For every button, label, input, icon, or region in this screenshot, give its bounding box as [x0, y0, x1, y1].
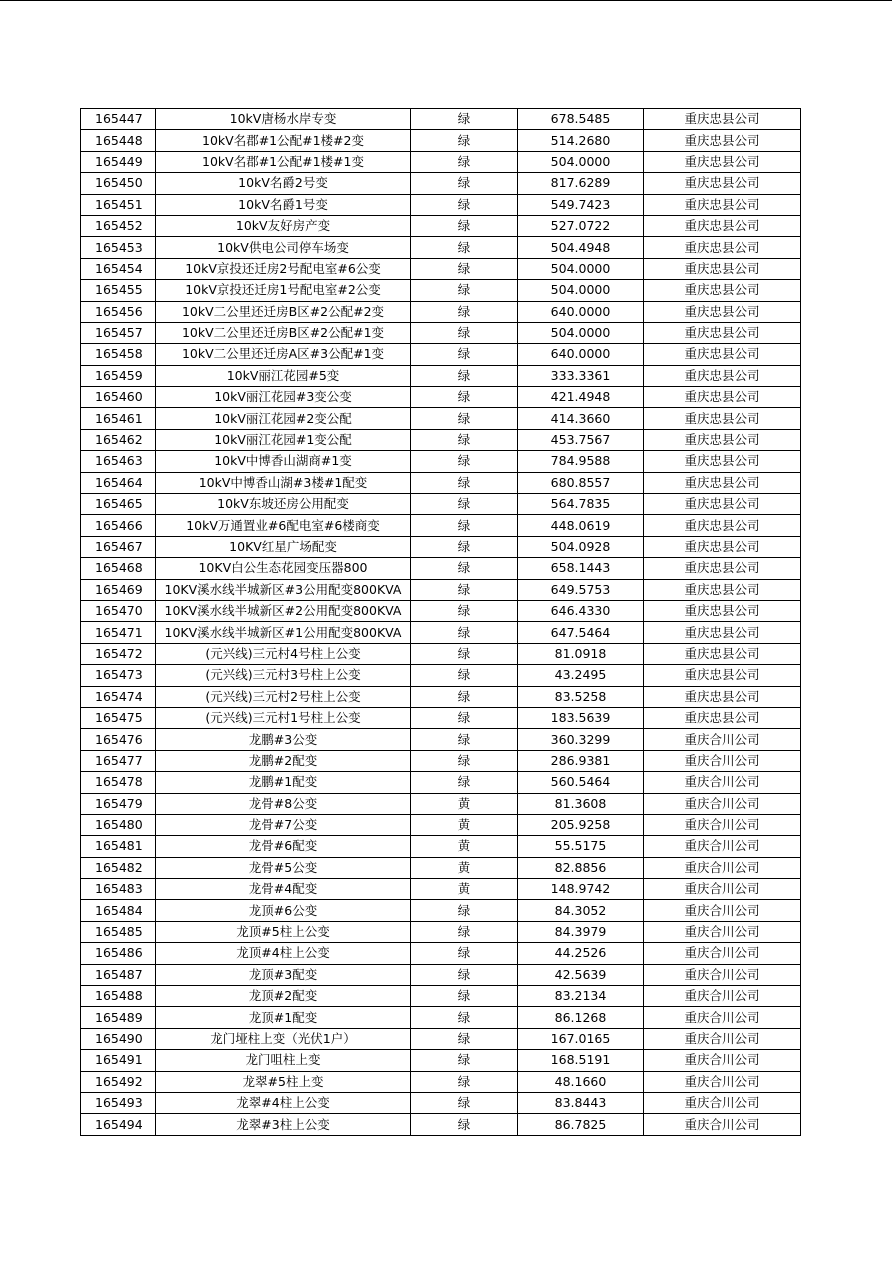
cell-value: 183.5639: [518, 707, 644, 728]
table-row: [81, 429, 801, 450]
cell-status-color: 绿: [411, 173, 518, 194]
cell-company: 重庆合川公司: [644, 879, 801, 900]
cell-value: 504.0000: [518, 322, 644, 343]
table-row: [81, 579, 801, 600]
cell-value: 658.1443: [518, 558, 644, 579]
cell-company: 重庆忠县公司: [644, 237, 801, 258]
cell-status-color: 黄: [411, 857, 518, 878]
cell-transformer-name: 龙骨#4配变: [156, 879, 411, 900]
table-row: [81, 643, 801, 664]
cell-id: 165471: [81, 622, 156, 643]
cell-id: 165490: [81, 1028, 156, 1049]
cell-status-color: 绿: [411, 472, 518, 493]
cell-status-color: 绿: [411, 1007, 518, 1028]
cell-status-color: 黄: [411, 793, 518, 814]
cell-status-color: 绿: [411, 986, 518, 1007]
table-row: [81, 750, 801, 771]
cell-value: 504.0000: [518, 280, 644, 301]
table-row: [81, 451, 801, 472]
table-row: [81, 1007, 801, 1028]
cell-transformer-name: 10kV友好房产变: [156, 215, 411, 236]
cell-status-color: 黄: [411, 836, 518, 857]
cell-value: 549.7423: [518, 194, 644, 215]
cell-id: 165488: [81, 986, 156, 1007]
cell-status-color: 绿: [411, 194, 518, 215]
cell-company: 重庆合川公司: [644, 900, 801, 921]
cell-transformer-name: 10KV溪水线半城新区#1公用配变800KVA: [156, 622, 411, 643]
cell-id: 165493: [81, 1092, 156, 1113]
cell-transformer-name: 龙顶#1配变: [156, 1007, 411, 1028]
cell-value: 646.4330: [518, 600, 644, 621]
cell-value: 640.0000: [518, 344, 644, 365]
cell-transformer-name: 龙鹏#3公变: [156, 729, 411, 750]
cell-company: 重庆忠县公司: [644, 130, 801, 151]
cell-status-color: 绿: [411, 600, 518, 621]
cell-value: 564.7835: [518, 494, 644, 515]
cell-transformer-name: 10kV名爵1号变: [156, 194, 411, 215]
cell-value: 42.5639: [518, 964, 644, 985]
cell-company: 重庆合川公司: [644, 1092, 801, 1113]
table-row: [81, 943, 801, 964]
table-row: [81, 472, 801, 493]
cell-value: 286.9381: [518, 750, 644, 771]
cell-transformer-name: 龙骨#8公变: [156, 793, 411, 814]
cell-company: 重庆忠县公司: [644, 665, 801, 686]
cell-status-color: 绿: [411, 686, 518, 707]
cell-id: 165459: [81, 365, 156, 386]
cell-value: 421.4948: [518, 387, 644, 408]
table-row: [81, 879, 801, 900]
table-body: [81, 109, 801, 1136]
cell-value: 84.3052: [518, 900, 644, 921]
cell-status-color: 绿: [411, 301, 518, 322]
cell-company: 重庆合川公司: [644, 921, 801, 942]
cell-status-color: 绿: [411, 1071, 518, 1092]
table-row: [81, 622, 801, 643]
cell-value: 86.7825: [518, 1114, 644, 1135]
cell-value: 453.7567: [518, 429, 644, 450]
cell-transformer-name: 10kV供电公司停车场变: [156, 237, 411, 258]
cell-id: 165465: [81, 494, 156, 515]
cell-transformer-name: 10kV二公里还迁房B区#2公配#1变: [156, 322, 411, 343]
table-row: [81, 665, 801, 686]
cell-company: 重庆忠县公司: [644, 579, 801, 600]
cell-value: 83.2134: [518, 986, 644, 1007]
table-row: [81, 515, 801, 536]
cell-status-color: 绿: [411, 921, 518, 942]
cell-id: 165466: [81, 515, 156, 536]
cell-value: 784.9588: [518, 451, 644, 472]
cell-company: 重庆忠县公司: [644, 451, 801, 472]
cell-value: 504.4948: [518, 237, 644, 258]
cell-company: 重庆合川公司: [644, 814, 801, 835]
table-row: [81, 387, 801, 408]
cell-transformer-name: (元兴线)三元村1号柱上公变: [156, 707, 411, 728]
cell-transformer-name: 10kV中博香山湖#3楼#1配变: [156, 472, 411, 493]
cell-company: 重庆忠县公司: [644, 173, 801, 194]
cell-transformer-name: 10KV溪水线半城新区#3公用配变800KVA: [156, 579, 411, 600]
cell-id: 165449: [81, 151, 156, 172]
table-row: [81, 151, 801, 172]
cell-transformer-name: 10kV京投还迁房1号配电室#2公变: [156, 280, 411, 301]
cell-transformer-name: 10kV二公里还迁房B区#2公配#2变: [156, 301, 411, 322]
table-row: [81, 814, 801, 835]
table-row: [81, 408, 801, 429]
cell-id: 165453: [81, 237, 156, 258]
cell-id: 165492: [81, 1071, 156, 1092]
cell-status-color: 绿: [411, 494, 518, 515]
cell-company: 重庆合川公司: [644, 986, 801, 1007]
cell-company: 重庆忠县公司: [644, 258, 801, 279]
cell-value: 168.5191: [518, 1050, 644, 1071]
cell-value: 817.6289: [518, 173, 644, 194]
cell-status-color: 绿: [411, 408, 518, 429]
cell-company: 重庆合川公司: [644, 1071, 801, 1092]
cell-value: 360.3299: [518, 729, 644, 750]
cell-status-color: 绿: [411, 151, 518, 172]
table-row: [81, 280, 801, 301]
table-row: [81, 686, 801, 707]
cell-transformer-name: 10KV红星广场配变: [156, 536, 411, 557]
cell-id: 165462: [81, 429, 156, 450]
cell-transformer-name: 10kV丽江花园#1变公配: [156, 429, 411, 450]
cell-status-color: 绿: [411, 280, 518, 301]
table-row: [81, 344, 801, 365]
cell-id: 165460: [81, 387, 156, 408]
table-row: [81, 857, 801, 878]
cell-transformer-name: (元兴线)三元村3号柱上公变: [156, 665, 411, 686]
cell-transformer-name: 10kV东坡还房公用配变: [156, 494, 411, 515]
cell-value: 448.0619: [518, 515, 644, 536]
table-row: [81, 1028, 801, 1049]
cell-id: 165470: [81, 600, 156, 621]
cell-transformer-name: 龙骨#7公变: [156, 814, 411, 835]
cell-id: 165482: [81, 857, 156, 878]
cell-id: 165461: [81, 408, 156, 429]
cell-transformer-name: 龙门咀柱上变: [156, 1050, 411, 1071]
cell-status-color: 绿: [411, 387, 518, 408]
cell-id: 165458: [81, 344, 156, 365]
cell-value: 680.8557: [518, 472, 644, 493]
cell-id: 165475: [81, 707, 156, 728]
cell-status-color: 绿: [411, 579, 518, 600]
cell-status-color: 绿: [411, 1050, 518, 1071]
cell-value: 205.9258: [518, 814, 644, 835]
cell-status-color: 绿: [411, 943, 518, 964]
cell-transformer-name: 龙骨#6配变: [156, 836, 411, 857]
table-row: [81, 237, 801, 258]
cell-status-color: 黄: [411, 879, 518, 900]
table-row: [81, 558, 801, 579]
table-row: [81, 1114, 801, 1135]
cell-id: 165481: [81, 836, 156, 857]
cell-transformer-name: 10kV万通置业#6配电室#6楼商变: [156, 515, 411, 536]
cell-company: 重庆忠县公司: [644, 643, 801, 664]
table-row: [81, 729, 801, 750]
cell-value: 414.3660: [518, 408, 644, 429]
cell-status-color: 绿: [411, 665, 518, 686]
cell-company: 重庆忠县公司: [644, 301, 801, 322]
cell-company: 重庆合川公司: [644, 1114, 801, 1135]
table-row: [81, 600, 801, 621]
cell-value: 649.5753: [518, 579, 644, 600]
cell-value: 83.8443: [518, 1092, 644, 1113]
cell-status-color: 绿: [411, 1028, 518, 1049]
transformer-table: [80, 108, 801, 1136]
cell-id: 165455: [81, 280, 156, 301]
cell-company: 重庆忠县公司: [644, 686, 801, 707]
cell-company: 重庆合川公司: [644, 943, 801, 964]
cell-company: 重庆忠县公司: [644, 494, 801, 515]
cell-company: 重庆忠县公司: [644, 280, 801, 301]
cell-status-color: 绿: [411, 515, 518, 536]
cell-company: 重庆合川公司: [644, 1007, 801, 1028]
table-row: [81, 322, 801, 343]
cell-id: 165454: [81, 258, 156, 279]
cell-company: 重庆忠县公司: [644, 194, 801, 215]
cell-status-color: 绿: [411, 344, 518, 365]
cell-transformer-name: 10kV中博香山湖商#1变: [156, 451, 411, 472]
cell-transformer-name: 10kV名郡#1公配#1楼#1变: [156, 151, 411, 172]
cell-id: 165472: [81, 643, 156, 664]
cell-company: 重庆忠县公司: [644, 558, 801, 579]
cell-id: 165479: [81, 793, 156, 814]
cell-value: 647.5464: [518, 622, 644, 643]
cell-status-color: 绿: [411, 622, 518, 643]
table-row: [81, 194, 801, 215]
cell-company: 重庆忠县公司: [644, 429, 801, 450]
cell-transformer-name: 龙顶#6公变: [156, 900, 411, 921]
cell-transformer-name: 龙门垭柱上变（光伏1户）: [156, 1028, 411, 1049]
cell-id: 165476: [81, 729, 156, 750]
cell-value: 504.0928: [518, 536, 644, 557]
cell-company: 重庆忠县公司: [644, 344, 801, 365]
cell-company: 重庆合川公司: [644, 836, 801, 857]
cell-value: 55.5175: [518, 836, 644, 857]
cell-id: 165463: [81, 451, 156, 472]
cell-status-color: 黄: [411, 814, 518, 835]
table-row: [81, 130, 801, 151]
cell-id: 165477: [81, 750, 156, 771]
table-row: [81, 986, 801, 1007]
cell-status-color: 绿: [411, 215, 518, 236]
cell-company: 重庆忠县公司: [644, 151, 801, 172]
cell-id: 165480: [81, 814, 156, 835]
cell-value: 44.2526: [518, 943, 644, 964]
cell-status-color: 绿: [411, 1114, 518, 1135]
cell-company: 重庆忠县公司: [644, 515, 801, 536]
cell-company: 重庆合川公司: [644, 793, 801, 814]
cell-status-color: 绿: [411, 451, 518, 472]
cell-company: 重庆合川公司: [644, 772, 801, 793]
cell-transformer-name: 10KV白公生态花园变压器800: [156, 558, 411, 579]
cell-id: 165491: [81, 1050, 156, 1071]
cell-status-color: 绿: [411, 536, 518, 557]
cell-id: 165456: [81, 301, 156, 322]
cell-transformer-name: (元兴线)三元村2号柱上公变: [156, 686, 411, 707]
cell-status-color: 绿: [411, 429, 518, 450]
table-row: [81, 964, 801, 985]
cell-transformer-name: 10KV溪水线半城新区#2公用配变800KVA: [156, 600, 411, 621]
table-row: [81, 173, 801, 194]
table-row: [81, 536, 801, 557]
cell-value: 560.5464: [518, 772, 644, 793]
cell-id: 165485: [81, 921, 156, 942]
cell-transformer-name: 10kV京投还迁房2号配电室#6公变: [156, 258, 411, 279]
cell-company: 重庆合川公司: [644, 1028, 801, 1049]
table-row: [81, 836, 801, 857]
cell-value: 83.5258: [518, 686, 644, 707]
cell-status-color: 绿: [411, 365, 518, 386]
cell-transformer-name: 10kV丽江花园#3变公变: [156, 387, 411, 408]
cell-id: 165478: [81, 772, 156, 793]
cell-status-color: 绿: [411, 750, 518, 771]
table-row: [81, 215, 801, 236]
cell-transformer-name: 龙鹏#1配变: [156, 772, 411, 793]
cell-status-color: 绿: [411, 130, 518, 151]
cell-transformer-name: 10kV二公里还迁房A区#3公配#1变: [156, 344, 411, 365]
cell-status-color: 绿: [411, 900, 518, 921]
cell-status-color: 绿: [411, 707, 518, 728]
cell-id: 165447: [81, 109, 156, 130]
cell-company: 重庆忠县公司: [644, 536, 801, 557]
cell-value: 82.8856: [518, 857, 644, 878]
cell-transformer-name: 龙骨#5公变: [156, 857, 411, 878]
cell-value: 43.2495: [518, 665, 644, 686]
table-row: [81, 772, 801, 793]
cell-company: 重庆合川公司: [644, 729, 801, 750]
table-row: [81, 258, 801, 279]
cell-value: 81.0918: [518, 643, 644, 664]
cell-company: 重庆忠县公司: [644, 622, 801, 643]
cell-id: 165464: [81, 472, 156, 493]
cell-transformer-name: 龙顶#4柱上公变: [156, 943, 411, 964]
cell-id: 165489: [81, 1007, 156, 1028]
cell-value: 678.5485: [518, 109, 644, 130]
table-row: [81, 301, 801, 322]
cell-company: 重庆合川公司: [644, 964, 801, 985]
cell-id: 165487: [81, 964, 156, 985]
cell-value: 86.1268: [518, 1007, 644, 1028]
cell-transformer-name: 10kV丽江花园#2变公配: [156, 408, 411, 429]
cell-transformer-name: 龙顶#2配变: [156, 986, 411, 1007]
table-row: [81, 707, 801, 728]
cell-id: 165467: [81, 536, 156, 557]
cell-transformer-name: 龙翠#5柱上变: [156, 1071, 411, 1092]
table-row: [81, 494, 801, 515]
cell-company: 重庆忠县公司: [644, 387, 801, 408]
cell-id: 165451: [81, 194, 156, 215]
cell-id: 165469: [81, 579, 156, 600]
cell-transformer-name: 龙顶#3配变: [156, 964, 411, 985]
cell-company: 重庆忠县公司: [644, 600, 801, 621]
cell-transformer-name: 10kV唐杨水岸专变: [156, 109, 411, 130]
cell-id: 165450: [81, 173, 156, 194]
cell-id: 165494: [81, 1114, 156, 1135]
cell-value: 84.3979: [518, 921, 644, 942]
cell-company: 重庆合川公司: [644, 857, 801, 878]
cell-company: 重庆忠县公司: [644, 365, 801, 386]
cell-company: 重庆忠县公司: [644, 472, 801, 493]
cell-id: 165468: [81, 558, 156, 579]
cell-transformer-name: 龙鹏#2配变: [156, 750, 411, 771]
cell-transformer-name: 龙翠#3柱上公变: [156, 1114, 411, 1135]
table-row: [81, 365, 801, 386]
cell-value: 504.0000: [518, 151, 644, 172]
cell-id: 165452: [81, 215, 156, 236]
cell-value: 148.9742: [518, 879, 644, 900]
table-row: [81, 1092, 801, 1113]
cell-status-color: 绿: [411, 772, 518, 793]
cell-status-color: 绿: [411, 237, 518, 258]
cell-value: 640.0000: [518, 301, 644, 322]
cell-value: 527.0722: [518, 215, 644, 236]
cell-id: 165484: [81, 900, 156, 921]
cell-id: 165483: [81, 879, 156, 900]
cell-company: 重庆合川公司: [644, 1050, 801, 1071]
cell-transformer-name: 龙翠#4柱上公变: [156, 1092, 411, 1113]
table-row: [81, 1071, 801, 1092]
cell-id: 165474: [81, 686, 156, 707]
top-border-line: [0, 0, 892, 1]
cell-id: 165448: [81, 130, 156, 151]
cell-id: 165486: [81, 943, 156, 964]
cell-value: 504.0000: [518, 258, 644, 279]
cell-company: 重庆忠县公司: [644, 109, 801, 130]
cell-value: 48.1660: [518, 1071, 644, 1092]
cell-company: 重庆合川公司: [644, 750, 801, 771]
cell-transformer-name: 10kV丽江花园#5变: [156, 365, 411, 386]
cell-status-color: 绿: [411, 322, 518, 343]
cell-status-color: 绿: [411, 1092, 518, 1113]
cell-value: 333.3361: [518, 365, 644, 386]
table-row: [81, 921, 801, 942]
cell-transformer-name: 10kV名爵2号变: [156, 173, 411, 194]
cell-status-color: 绿: [411, 964, 518, 985]
cell-company: 重庆忠县公司: [644, 707, 801, 728]
table-row: [81, 109, 801, 130]
cell-value: 81.3608: [518, 793, 644, 814]
cell-company: 重庆忠县公司: [644, 408, 801, 429]
cell-company: 重庆忠县公司: [644, 215, 801, 236]
cell-value: 514.2680: [518, 130, 644, 151]
cell-status-color: 绿: [411, 643, 518, 664]
cell-status-color: 绿: [411, 558, 518, 579]
cell-company: 重庆忠县公司: [644, 322, 801, 343]
cell-id: 165473: [81, 665, 156, 686]
cell-status-color: 绿: [411, 109, 518, 130]
cell-id: 165457: [81, 322, 156, 343]
cell-transformer-name: 10kV名郡#1公配#1楼#2变: [156, 130, 411, 151]
cell-status-color: 绿: [411, 729, 518, 750]
cell-status-color: 绿: [411, 258, 518, 279]
cell-value: 167.0165: [518, 1028, 644, 1049]
table-row: [81, 793, 801, 814]
cell-transformer-name: (元兴线)三元村4号柱上公变: [156, 643, 411, 664]
table-row: [81, 900, 801, 921]
table-row: [81, 1050, 801, 1071]
cell-transformer-name: 龙顶#5柱上公变: [156, 921, 411, 942]
